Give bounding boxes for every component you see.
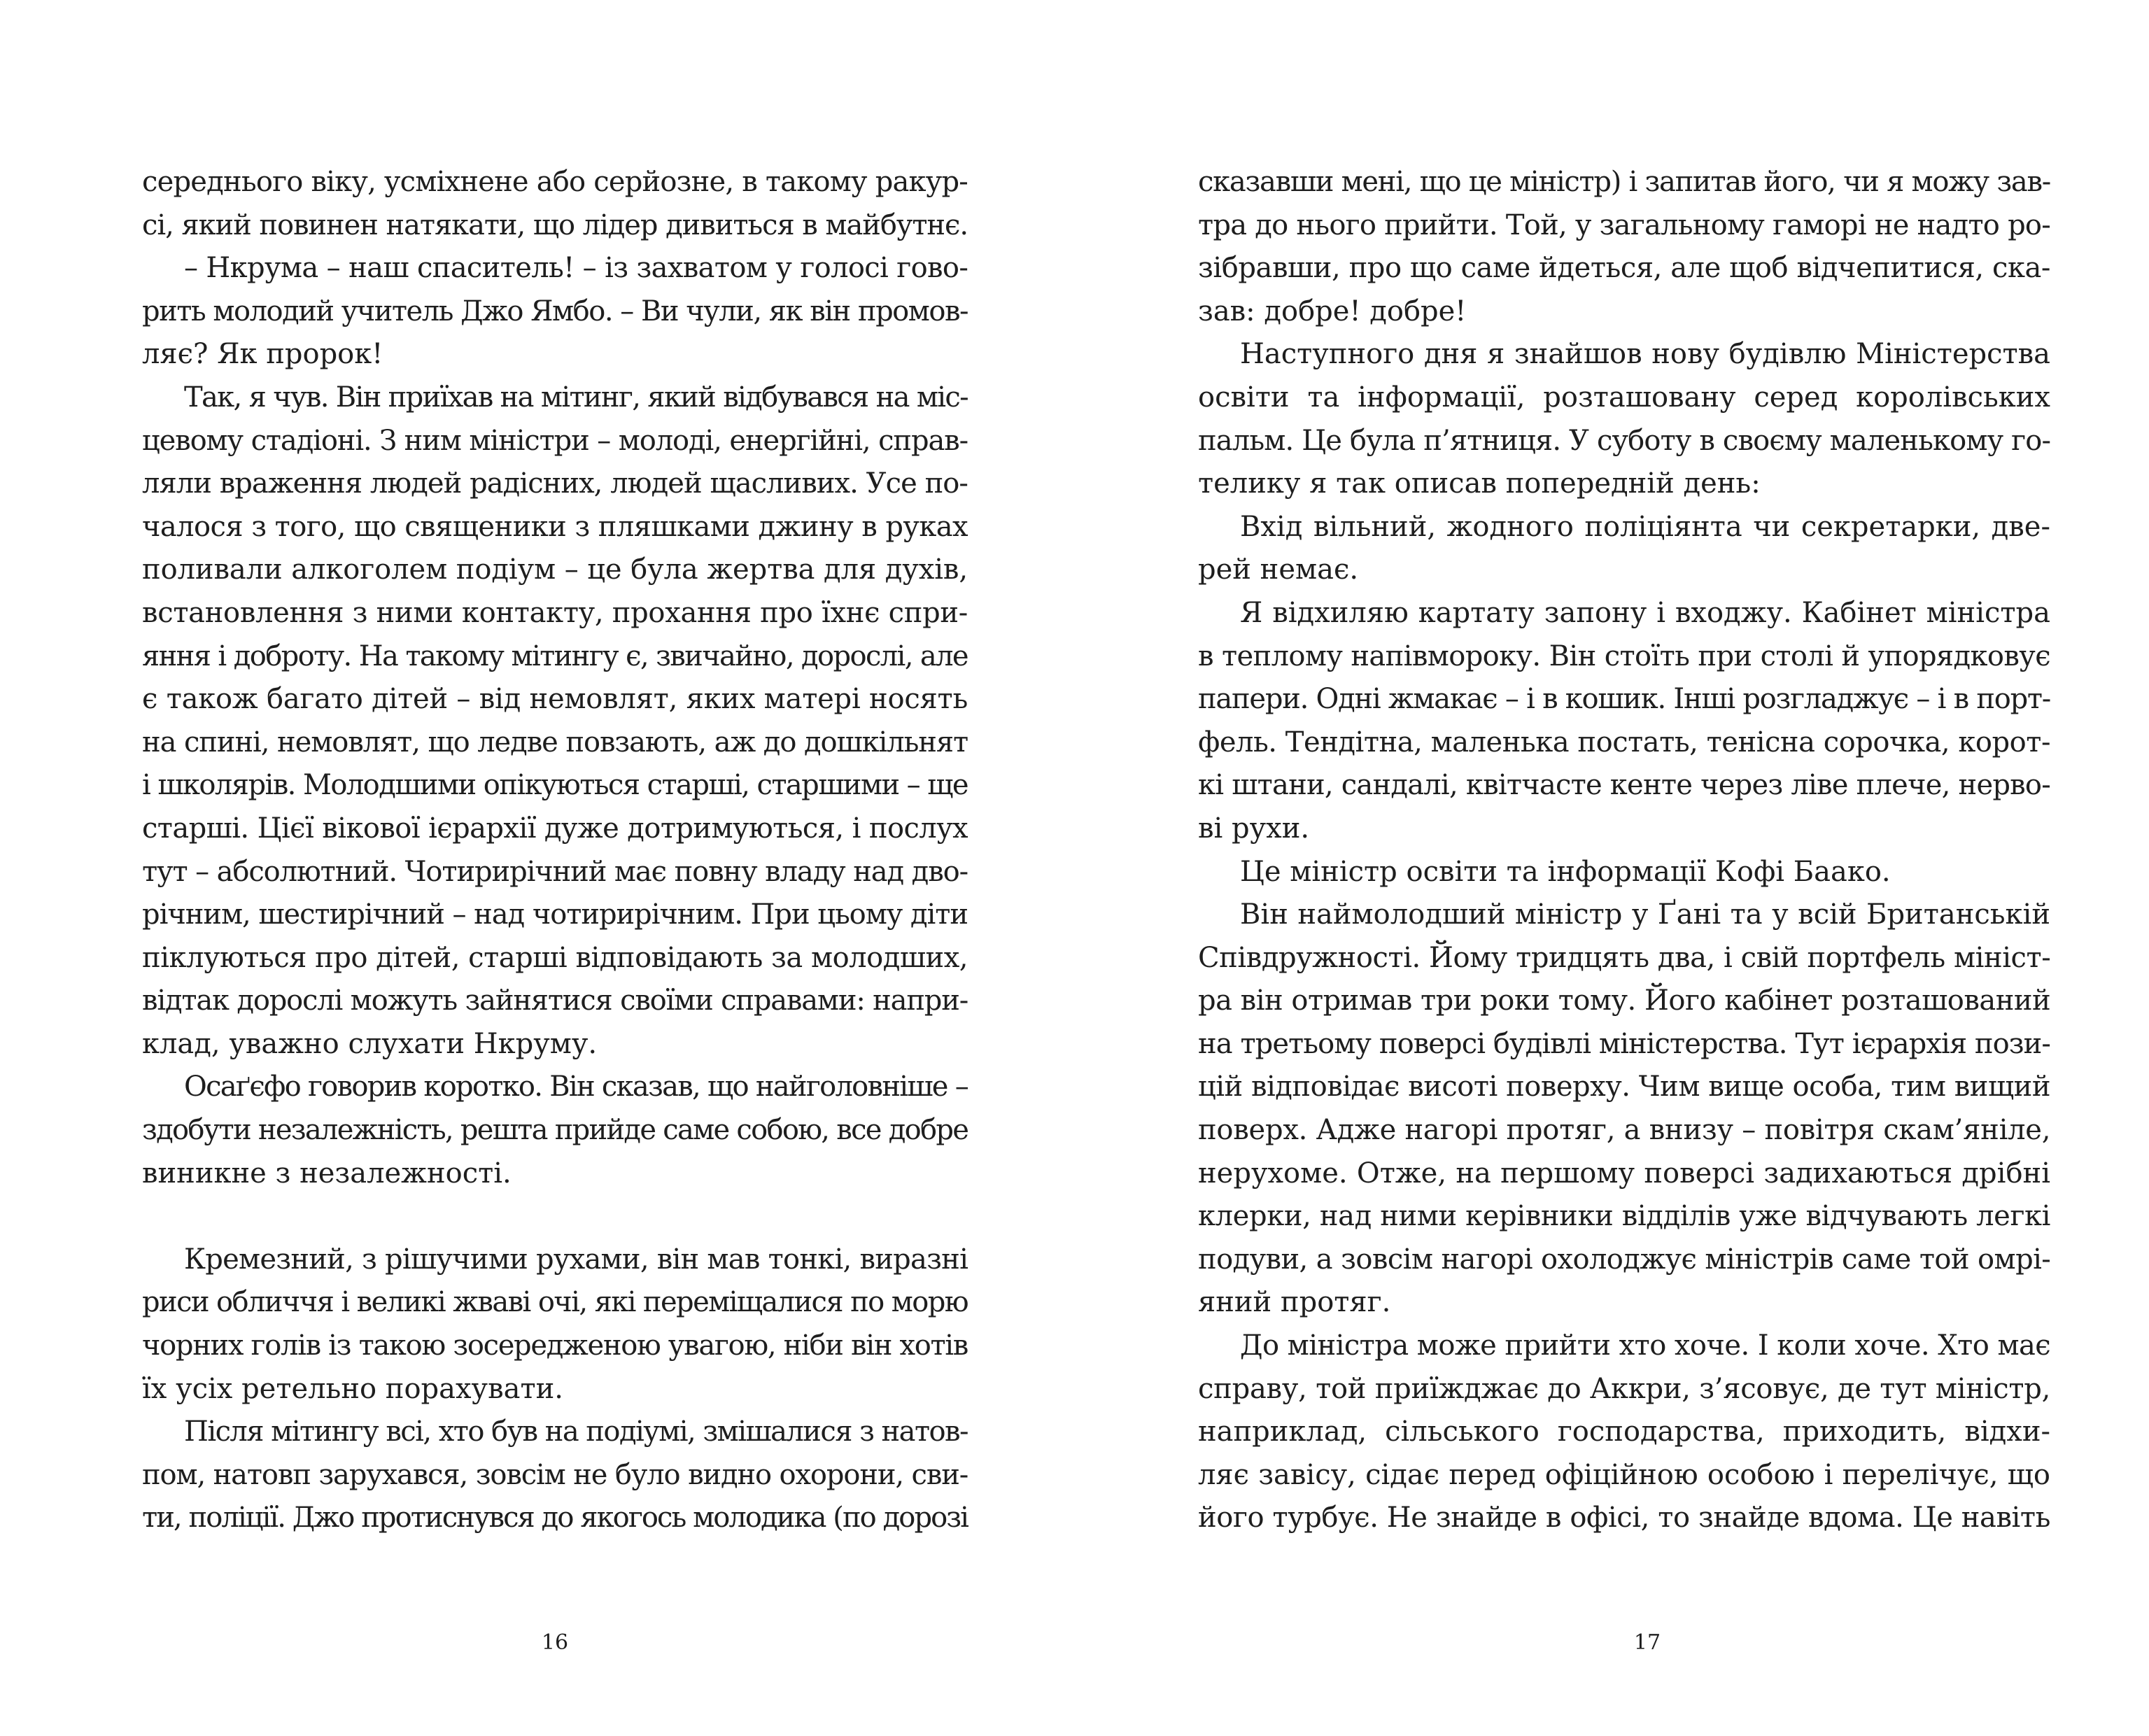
- text-line: сі, який повинен натякати, що лідер дивиться в майбутнє.: [142, 209, 968, 241]
- text-line: пальм. Це була п’ятниця. У суботу в своєму маленькому го-: [1198, 424, 2051, 457]
- text-line: середнього віку, усміхнене або серйозне, в такому ракур-: [142, 166, 968, 198]
- text-line: зав: добре! добре!: [1198, 295, 1467, 327]
- text-line: рей немає.: [1198, 553, 1359, 586]
- right-page: [1074, 0, 2149, 1736]
- text-line: ляє? Як пророк!: [142, 338, 383, 371]
- page-number-left: 16: [541, 1630, 569, 1655]
- text-line: тут – абсолютний. Чотирирічний має повну владу над дво-: [142, 855, 968, 888]
- text-line: зібравши, про що саме йдеться, але щоб відчепитися, ска-: [1198, 252, 2050, 285]
- text-line: риси обличчя і великі жваві очі, які переміщалися по морю: [142, 1286, 968, 1319]
- text-line: Осаґєфо говорив коротко. Він сказав, що найголовніше –: [184, 1071, 968, 1103]
- text-line: яння і доброту. На такому мітингу є, звичайно, дорослі, але: [142, 640, 968, 672]
- text-line: відтак дорослі можуть зайнятися своїми справами: напри-: [142, 985, 968, 1017]
- text-line: поверх. Адже нагорі протяг, а внизу – повітря скам’яніле,: [1198, 1114, 2051, 1147]
- text-line: Він наймолодший міністр у Ґані та у всій Британській: [1240, 898, 2050, 931]
- text-line: телику я так описав попередній день:: [1198, 467, 1761, 500]
- text-line: Наступного дня я знайшов нову будівлю Міністерства: [1240, 338, 2050, 371]
- text-line: Це міністр освіти та інформації Кофі Баако.: [1240, 855, 1891, 888]
- text-line: Так, я чув. Він приїхав на мітинг, який відбувався на міс-: [184, 381, 968, 414]
- text-line: ляли враження людей радісних, людей щасливих. Усе по-: [142, 467, 968, 500]
- text-line: річним, шестирічний – над чотирирічним. При цьому діти: [142, 898, 968, 931]
- text-line: пом, натовп зарухався, зовсім не було видно охорони, сви-: [142, 1458, 968, 1491]
- text-line: в теплому напівмороку. Він стоїть при столі й упорядковує: [1198, 640, 2050, 672]
- text-line: Після мітингу всі, хто був на подіумі, змішалися з натов-: [184, 1416, 968, 1448]
- text-line: Кремезний, з рішучими рухами, він мав тонкі, виразні: [184, 1243, 968, 1276]
- text-line: сказавши мені, що це міністр) і запитав його, чи я можу зав-: [1198, 166, 2050, 198]
- text-line: чорних голів із такою зосередженою увагою, ніби він хотів: [142, 1329, 968, 1362]
- text-line: фель. Тендітна, маленька постать, тенісна сорочка, корот-: [1198, 726, 2050, 758]
- text-line: подуви, а зовсім нагорі охолоджує міністрів саме той омрі-: [1198, 1243, 2051, 1276]
- text-line: поливали алкоголем подіум – це була жертва для духів,: [142, 553, 968, 586]
- left-page: [0, 0, 1074, 1736]
- text-line: піклуються про дітей, старші відповідають за молодших,: [142, 941, 968, 974]
- text-line: на третьому поверсі будівлі міністерства. Тут ієрархія пози-: [1198, 1027, 2050, 1060]
- text-line: освіти та інформації, розташовану серед королівських: [1198, 381, 2050, 414]
- text-line: кі штани, сандалі, квітчасте кенте через ліве плече, нерво-: [1198, 769, 2050, 802]
- text-line: До міністра може прийти хто хоче. І коли хоче. Хто має: [1240, 1329, 2051, 1362]
- right-page-text-column: [1198, 161, 2050, 1540]
- text-line: чалося з того, що священики з пляшками джину в руках: [142, 510, 968, 543]
- text-line: рить молодий учитель Джо Ямбо. – Ви чули, як він промов-: [142, 295, 968, 327]
- text-line: їх усіх ретельно порахувати.: [142, 1372, 563, 1405]
- text-line: є також багато дітей – від немовлят, яких матері носять: [142, 683, 968, 716]
- text-line: нерухоме. Отже, на першому поверсі задихаються дрібні: [1198, 1157, 2050, 1190]
- text-line: папери. Одні жмакає – і в кошик. Інші розгладжує – і в порт-: [1198, 683, 2051, 716]
- text-line: цій відповідає висоті поверху. Чим вище особа, тим вищий: [1198, 1071, 2050, 1103]
- text-line: здобути незалежність, решта прийде саме собою, все добре: [142, 1114, 968, 1147]
- page-number-right: 17: [1633, 1630, 1661, 1655]
- left-page-text-column: [142, 161, 968, 1540]
- text-line: встановлення з ними контакту, прохання про їхнє спри-: [142, 596, 968, 629]
- text-line: – Нкрума – наш спаситель! – із захватом у голосі гово-: [184, 252, 968, 285]
- text-line: клад, уважно слухати Нкруму.: [142, 1027, 598, 1060]
- text-line: на спині, немовлят, що ледве повзають, аж до дошкільнят: [142, 726, 968, 758]
- text-line: цевому стадіоні. З ним міністри – молоді, енергійні, справ-: [142, 424, 968, 457]
- text-line: ляє завісу, сідає перед офіційною особою і перелічує, що: [1198, 1458, 2050, 1491]
- text-line: справу, той приїжджає до Аккри, з’ясовує, де тут міністр,: [1198, 1372, 2051, 1405]
- text-line: яний протяг.: [1198, 1286, 1391, 1319]
- text-line: виникне з незалежності.: [142, 1157, 512, 1190]
- text-line: ти, поліції. Джо протиснувся до якогось молодика (по дорозі: [142, 1502, 968, 1534]
- text-line: Співдружності. Йому тридцять два, і свій портфель мініст-: [1198, 941, 2051, 974]
- text-line: і школярів. Молодшими опікуються старші, старшими – ще: [142, 769, 968, 802]
- text-line: Вхід вільний, жодного поліціянта чи секретарки, две-: [1240, 510, 2050, 543]
- text-line: його турбує. Не знайде в офісі, то знайде вдома. Це навіть: [1198, 1502, 2050, 1534]
- text-line: наприклад, сільського господарства, приходить, відхи-: [1198, 1416, 2050, 1448]
- text-line: ві рухи.: [1198, 812, 1310, 845]
- text-line: ра він отримав три роки тому. Його кабінет розташований: [1198, 985, 2051, 1017]
- text-line: старші. Цієї вікової ієрархії дуже дотримуються, і послух: [142, 812, 968, 845]
- text-line: клерки, над ними керівники відділів уже відчувають легкі: [1198, 1200, 2051, 1233]
- text-line: тра до нього прийти. Той, у загальному гаморі не надто ро-: [1198, 209, 2051, 241]
- text-line: Я відхиляю картату запону і входжу. Кабінет міністра: [1240, 596, 2050, 629]
